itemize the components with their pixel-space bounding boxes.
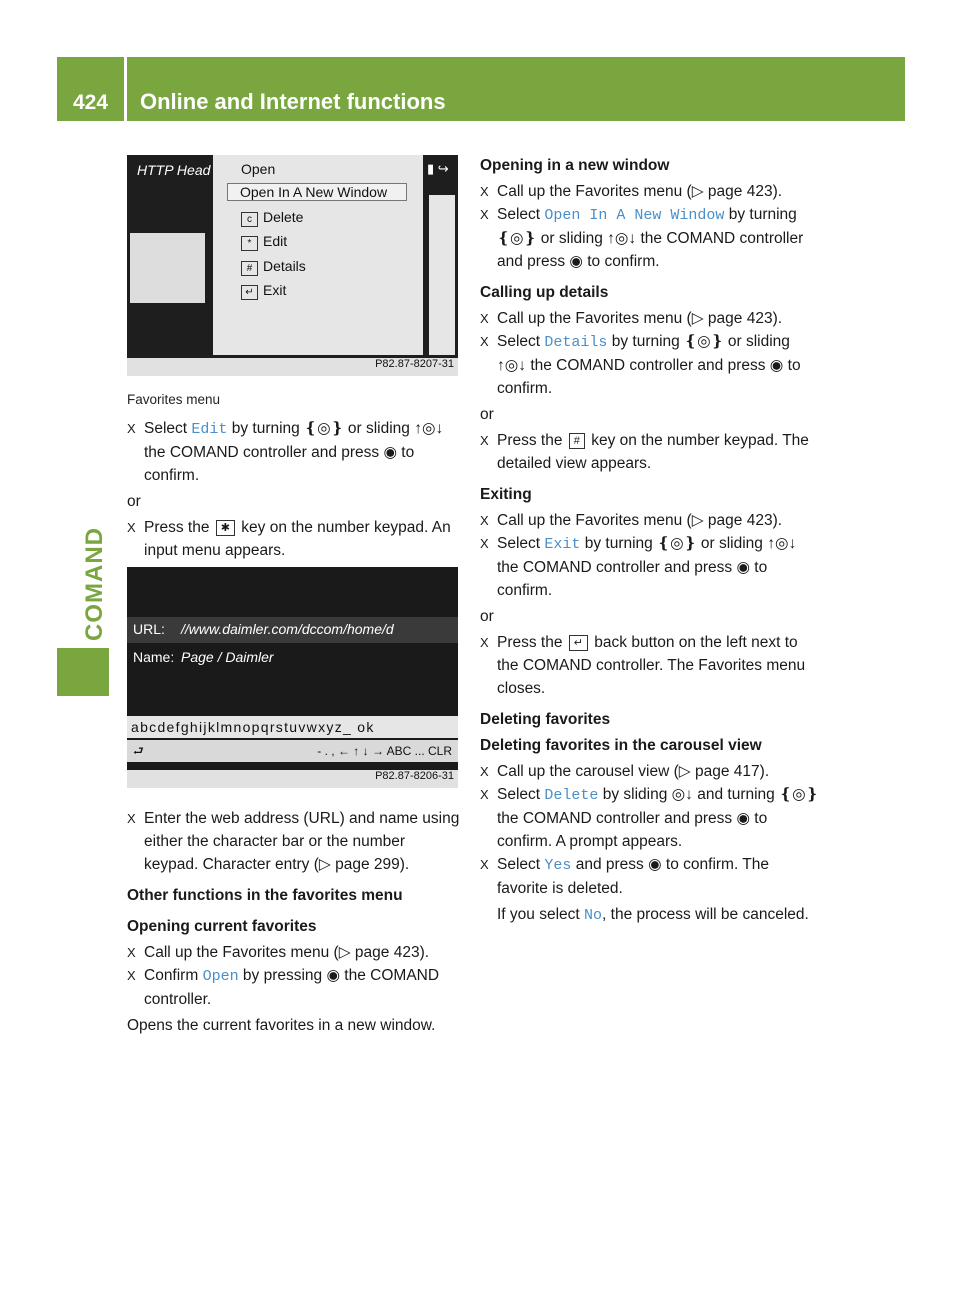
step-arrow-icon: X (127, 811, 136, 826)
heading: Other functions in the favorites menu (127, 887, 403, 904)
page-thumbnail (130, 233, 205, 303)
step: X Enter the web address (URL) and name using either the character bar or the number keypad. Character entry (▷ page 299). (127, 807, 462, 876)
page-number: 424 (72, 91, 109, 114)
menu-item-open[interactable]: Open (241, 161, 276, 177)
figure-spacer (127, 562, 462, 807)
step-arrow-icon: X (127, 421, 136, 436)
step: X Select Details by turning ❴◎❵ or sliding ↑◎↓ the COMAND controller and press ◉ to confirm. (480, 330, 820, 400)
or-text: or (127, 493, 141, 510)
back-key-icon: ↵ (569, 635, 588, 651)
back-icon[interactable]: ⮐ (133, 744, 144, 758)
section-title: Online and Internet functions (140, 89, 446, 114)
subheading: Opening current favorites (127, 918, 317, 935)
back-key-icon: ↵ (241, 285, 258, 300)
side-tab (70, 527, 120, 650)
paragraph: Opens the current favorites in a new window. (127, 1017, 436, 1034)
figure-caption: Favorites menu (127, 392, 221, 407)
step: X Call up the Favorites menu (▷ page 423). (480, 509, 820, 532)
step: X Select Yes and press ◉ to confirm. The favorite is deleted. (480, 853, 820, 900)
step: X Confirm Open by pressing ◉ the COMAND controller. (127, 964, 462, 1011)
subheading: Deleting favorites in the carousel view (480, 737, 762, 754)
name-value: Page / Daimler (181, 649, 274, 665)
menu-item-delete[interactable]: c Delete (241, 209, 303, 227)
url-value: //www.daimler.com/dccom/home/d (181, 621, 394, 637)
step-arrow-icon: X (127, 968, 136, 983)
side-label: COMAND (81, 527, 108, 641)
screen-header: HTTP Head (137, 162, 211, 178)
step-arrow-icon: X (480, 635, 489, 650)
step: X Press the ✱ key on the number keypad. An input menu appears. (127, 516, 462, 562)
hash-key-icon: # (241, 261, 258, 276)
paragraph: If you select No, the process will be canceled. (497, 906, 809, 924)
heading: Deleting favorites (480, 711, 611, 728)
url-label: URL: (133, 621, 165, 637)
left-column (127, 388, 462, 1040)
side-block (57, 648, 109, 696)
step-arrow-icon: X (480, 787, 489, 802)
name-label: Name: (133, 649, 175, 665)
star-key-icon: * (241, 236, 258, 251)
c-key-icon: c (241, 212, 258, 227)
header-divider (124, 57, 127, 121)
step-arrow-icon: X (480, 334, 489, 349)
corner-icon: ▮ ↪ (427, 161, 449, 176)
step-arrow-icon: X (480, 207, 489, 222)
menu-item-open-new-window[interactable]: Open In A New Window (227, 183, 407, 201)
figure-reference: P82.87-8206-31 (127, 770, 458, 788)
step: X Call up the Favorites menu (▷ page 423). (480, 307, 820, 330)
hash-key-icon: # (569, 433, 585, 449)
or-text: or (480, 608, 494, 625)
step: X Call up the Favorites menu (▷ page 423). (127, 941, 462, 964)
step: X Press the ↵ back button on the left next to the COMAND controller. The Favorites menu closes. (480, 631, 820, 700)
heading: Opening in a new window (480, 157, 670, 174)
step-arrow-icon: X (480, 857, 489, 872)
right-panel (429, 195, 455, 355)
step-arrow-icon: X (480, 513, 489, 528)
step-arrow-icon: X (480, 536, 489, 551)
figure-reference: P82.87-8207-31 (127, 358, 458, 376)
star-key-icon: ✱ (216, 520, 235, 536)
character-bar[interactable]: abcdefghijklmnopqrstuvwxyz_ ok (127, 716, 458, 738)
step-arrow-icon: X (127, 945, 136, 960)
right-column (480, 154, 820, 930)
step-arrow-icon: X (480, 184, 489, 199)
step: X Select Exit by turning ❴◎❵ or sliding ↑◎↓ the COMAND controller and press ◉ to confirm. (480, 532, 820, 602)
or-text: or (480, 406, 494, 423)
step: X Press the # key on the number keypad. The detailed view appears. (480, 429, 820, 475)
heading: Exiting (480, 486, 532, 503)
step: X Select Open In A New Window by turning ❴◎❵ or sliding ↑◎↓ the COMAND controller and press ◉ to confirm. (480, 203, 820, 273)
menu-item-details[interactable]: # Details (241, 258, 306, 276)
step-arrow-icon: X (480, 764, 489, 779)
step: X Select Edit by turning ❴◎❵ or sliding ↑◎↓ the COMAND controller and press ◉ to confirm. (127, 417, 462, 487)
step: X Call up the Favorites menu (▷ page 423). (480, 180, 820, 203)
heading: Calling up details (480, 284, 609, 301)
favorites-menu-screenshot (127, 155, 458, 376)
step: X Select Delete by sliding ◎↓ and turning ❴◎❵ the COMAND controller and press ◉ to confirm. A prompt appears. (480, 783, 820, 853)
menu-item-edit[interactable]: * Edit (241, 233, 287, 251)
step-arrow-icon: X (127, 520, 136, 535)
step: X Call up the carousel view (▷ page 417). (480, 760, 820, 783)
function-keys[interactable]: - . , ← ↑ ↓ → ABC ... CLR (317, 744, 452, 758)
step-arrow-icon: X (480, 311, 489, 326)
step-arrow-icon: X (480, 433, 489, 448)
favorites-menu (213, 155, 423, 355)
menu-item-exit[interactable]: ↵ Exit (241, 282, 286, 300)
